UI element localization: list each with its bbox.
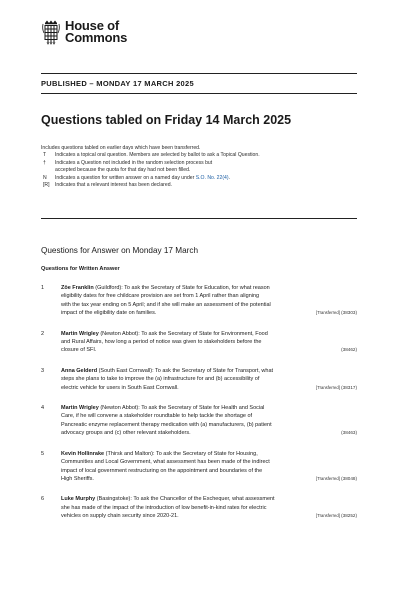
question-reference: [316, 384, 357, 392]
member-name: Anna Gelderd: [61, 367, 98, 374]
question-reference: [316, 512, 357, 520]
question-line: vehicles on supply chain security since 2020-21.: [61, 513, 179, 520]
question-reference: [341, 429, 357, 437]
member-name: Kevin Hollinrake: [61, 450, 105, 457]
legend-line: Indicates a Question not included in the random selection process but: [55, 159, 213, 166]
question-id: (38462): [341, 347, 357, 353]
question-line: with the tax year ending on 5 April; and if she will make an assessment of the potential: [61, 301, 271, 308]
question-id: (38463): [341, 430, 357, 436]
question-line: eligibility dates for free childcare provision are set from 1 April rather than aligning: [61, 293, 260, 300]
legend-line: Indicates a question for written answer on a named day under: [55, 174, 196, 181]
question-line: (Newton Abbot): To ask the Secretary of State for Environment, Food: [98, 330, 268, 337]
question-id: (38303): [341, 310, 357, 316]
question-line: she has made of the impact of the introduction of low benefit-in-kind rates for electric: [61, 504, 267, 511]
legend-row-topical: [41, 152, 357, 159]
legend: [41, 152, 357, 189]
published-divider: [41, 93, 357, 94]
question-body: [61, 284, 357, 318]
question-line: (Thirsk and Malton): To ask the Secretary of State for Housing,: [104, 450, 258, 457]
question-id: (38252): [341, 513, 357, 519]
legend-line: accepted because the quota for that day had not been filled.: [55, 167, 191, 174]
question-line: impact of local government restructuring on the appointment and boundaries of the: [61, 467, 263, 474]
page-title: Questions tabled on Friday 14 March 2025: [41, 113, 292, 127]
intro-block: [41, 145, 357, 189]
transferred-label: [Transferred]: [316, 475, 340, 481]
question-line: High Sheriffs.: [61, 475, 94, 482]
legend-symbol: T: [43, 152, 47, 159]
legend-text: [55, 182, 357, 189]
question-id: (38048): [341, 475, 357, 481]
legend-row-dagger: [41, 160, 357, 175]
question-number: 1: [41, 285, 45, 291]
logo-line-2: Commons: [65, 30, 128, 45]
legend-row-relevant-interest: [41, 182, 357, 189]
standing-order-link[interactable]: S.O. No. 22(4): [195, 174, 229, 181]
legend-symbol: N: [43, 174, 47, 181]
question-number: 6: [41, 496, 45, 503]
question-number: 4: [41, 405, 45, 412]
question-number: 5: [41, 450, 45, 457]
question-line: advocacy groups and (c) other relevant stakeholders.: [61, 430, 191, 437]
question-line: electric vehicle for users in South East Cornwall.: [61, 384, 179, 391]
question-item: [41, 404, 357, 438]
question-line: (Basingstoke): To ask the Chancellor of the Exchequer, what assessment: [95, 496, 275, 503]
question-item: [41, 450, 357, 484]
question-line: (Newton Abbot): To ask the Secretary of State for Health and Social: [98, 405, 265, 412]
transferred-label: [Transferred]: [316, 513, 340, 519]
question-line: steps she plans to take to improve the (a) infrastructure for and (b) accessibility of: [61, 376, 260, 383]
question-line: impact of the eligibility date on families.: [61, 310, 157, 317]
legend-line-end: .: [228, 174, 230, 181]
legend-line: Indicates that a relevant interest has been declared.: [55, 182, 172, 189]
question-line: Communities and Local Government, what assessment has been made of the indirect: [61, 459, 270, 466]
question-body: [61, 404, 357, 438]
question-body: [61, 330, 357, 355]
question-reference: [316, 309, 357, 317]
legend-symbol: [R]: [43, 182, 50, 189]
question-body: [61, 450, 357, 484]
legend-text: [55, 152, 357, 159]
member-name: Luke Murphy: [61, 496, 96, 503]
transferred-label: [Transferred]: [316, 384, 340, 390]
intro-text: Includes questions tabled on earlier days which have been transferred.: [41, 145, 201, 151]
section-title: Questions for Answer on Monday 17 March: [41, 246, 199, 255]
question-body: [61, 495, 357, 520]
legend-text: [55, 160, 357, 175]
logo-line-1: House of: [65, 18, 120, 33]
question-number: 3: [41, 367, 45, 374]
legend-text: [55, 175, 357, 182]
question-item: [41, 367, 357, 392]
logo-wordmark: [65, 20, 127, 44]
question-number: 2: [41, 330, 45, 337]
legend-divider: [41, 218, 357, 219]
house-of-commons-logo: [41, 20, 127, 46]
question-item: [41, 284, 357, 318]
member-name: Martin Wrigley: [61, 405, 99, 412]
legend-row-named-day: [41, 175, 357, 182]
question-line: Pancreatic enzyme replacement therapy medication with (a) manufacturers, (b) patient: [61, 421, 272, 428]
question-reference: [316, 475, 357, 483]
portcullis-icon: [41, 20, 61, 46]
transferred-label: [Transferred]: [316, 310, 340, 316]
question-item: [41, 495, 357, 520]
member-name: Zöe Franklin: [61, 285, 94, 291]
question-line: (South East Cornwall): To ask the Secretary of State for Transport, what: [97, 367, 274, 374]
question-line: (Guildford): To ask the Secretary of State for Education, for what reason: [93, 285, 270, 291]
question-body: [61, 367, 357, 392]
question-id: (38317): [341, 384, 357, 390]
question-line: and Rural Affairs, how long a period of notice was given to stakeholders before the: [61, 339, 262, 346]
member-name: Martin Wrigley: [61, 330, 99, 337]
question-reference: [341, 346, 357, 354]
legend-line: Indicates a topical oral question. Members are selected by ballot to ask a Topical Question.: [55, 152, 260, 159]
question-line: closure of SFI.: [61, 347, 97, 354]
subsection-title: Questions for Written Answer: [41, 266, 120, 272]
top-divider: [41, 73, 357, 74]
published-date: PUBLISHED – MONDAY 17 MARCH 2025: [41, 79, 194, 88]
question-item: [41, 330, 357, 355]
legend-symbol: †: [43, 159, 46, 166]
question-line: Care, if he will convene a stakeholder roundtable to help tackle the shortage of: [61, 413, 253, 420]
questions-list: [41, 284, 357, 521]
